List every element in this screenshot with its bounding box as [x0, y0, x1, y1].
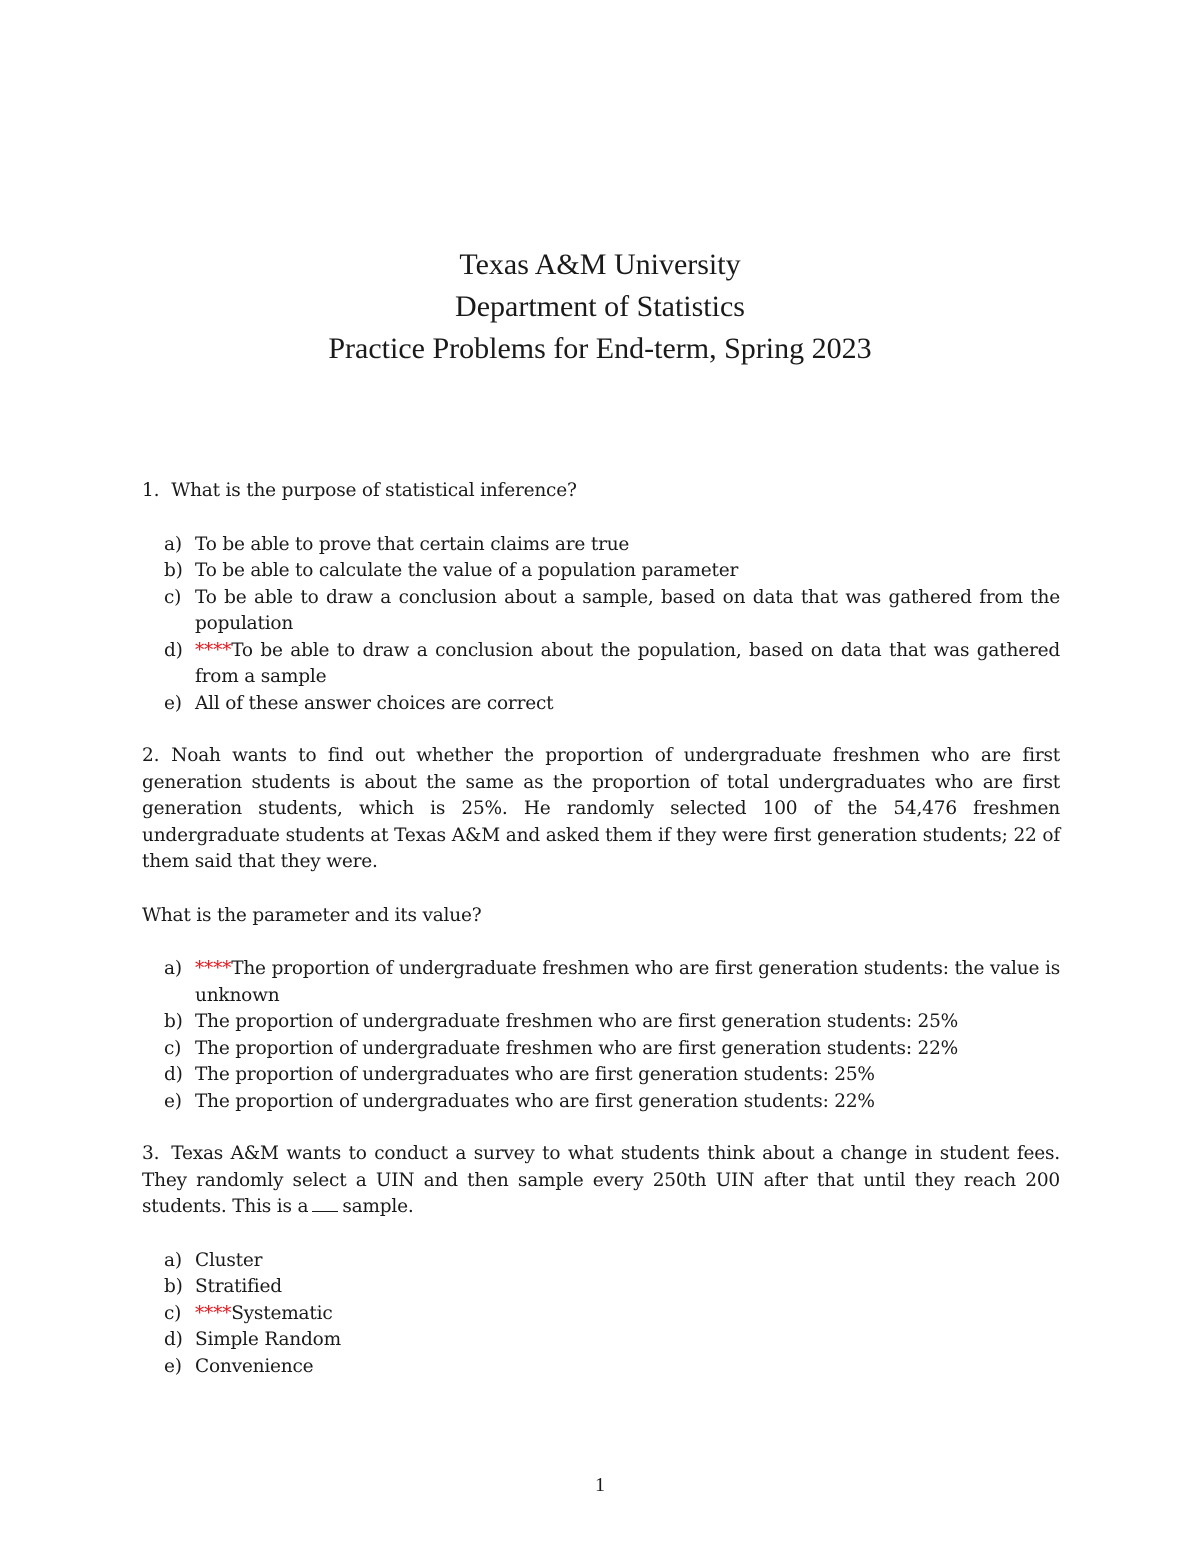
option-label: b) — [164, 1011, 183, 1032]
option-label: d) — [164, 1329, 183, 1350]
question-number: 3. — [142, 1143, 160, 1164]
option-text: To be able to prove that certain claims are true — [195, 533, 630, 555]
option-label: e) — [164, 1090, 182, 1112]
option-label: c) — [164, 1037, 182, 1059]
option-label: d) — [164, 639, 183, 661]
document-title: Practice Problems for End-term, Spring 2023 — [328, 332, 872, 365]
option-text: Cluster — [195, 1249, 263, 1271]
question-number: 1. — [142, 480, 160, 501]
question-prompt: What is the purpose of statistical inference? — [171, 480, 577, 501]
option-label: d) — [164, 1064, 183, 1085]
question-3 — [142, 1141, 1060, 1380]
option-label: b) — [164, 560, 183, 581]
answer-option — [142, 1327, 1060, 1354]
department-title: Department of Statistics — [455, 290, 745, 323]
answer-option — [142, 1354, 1060, 1381]
answer-option-correct — [142, 638, 1060, 691]
questions-body — [142, 478, 1060, 1380]
correct-answer-marker: **** — [195, 1302, 232, 1324]
option-text: Convenience — [195, 1355, 314, 1377]
question-2 — [142, 743, 1060, 1115]
option-text: Systematic — [231, 1302, 333, 1324]
correct-answer-marker: **** — [195, 958, 232, 979]
answer-option — [142, 691, 1060, 718]
option-text: The proportion of undergraduates who are first generation students: 25% — [195, 1064, 875, 1085]
option-text: To be able to draw a conclusion about the population, based on data that was gathered from a sample — [195, 639, 1060, 687]
question-prompt: Texas A&M wants to conduct a survey to what students think about a change in student fees. They randomly select a UIN and then sample every 250th UIN after that until they reach 200 students. This is a — [142, 1143, 1060, 1217]
correct-answer-marker: **** — [195, 639, 232, 661]
question-1 — [142, 478, 1060, 717]
option-text: To be able to calculate the value of a population parameter — [195, 560, 739, 581]
answer-option — [142, 558, 1060, 585]
question-number: 2. — [142, 745, 160, 766]
answer-option — [142, 1248, 1060, 1275]
answer-option — [142, 1274, 1060, 1301]
question-2-subquestion: What is the parameter and its value? — [142, 904, 482, 926]
page-number: 1 — [595, 1474, 605, 1496]
fill-in-blank — [312, 1207, 338, 1212]
option-label: b) — [164, 1276, 183, 1297]
answer-options — [142, 1248, 1060, 1381]
option-label: a) — [164, 958, 182, 979]
option-text: The proportion of undergraduates who are first generation students: 22% — [195, 1090, 875, 1112]
option-label: c) — [164, 586, 182, 608]
option-text: Simple Random — [195, 1329, 341, 1350]
option-text: The proportion of undergraduate freshmen who are first generation students: the value is unknown — [195, 958, 1060, 1006]
answer-option — [142, 1009, 1060, 1036]
question-1-text — [142, 478, 1060, 505]
option-text: All of these answer choices are correct — [195, 692, 554, 714]
option-text: The proportion of undergraduate freshmen who are first generation students: 25% — [195, 1011, 959, 1032]
answer-option — [142, 1089, 1060, 1116]
option-label: a) — [164, 1249, 182, 1271]
answer-options — [142, 532, 1060, 718]
answer-option-correct — [142, 956, 1060, 1009]
question-2-text — [142, 743, 1060, 876]
answer-option — [142, 1062, 1060, 1089]
question-3-text — [142, 1141, 1060, 1221]
answer-option-correct — [142, 1301, 1060, 1328]
option-label: e) — [164, 692, 182, 714]
option-text: To be able to draw a conclusion about a sample, based on data that was gathered from the population — [195, 586, 1060, 634]
answer-options — [142, 956, 1060, 1115]
question-prompt-end: sample. — [342, 1196, 414, 1217]
document-header — [0, 244, 1200, 370]
option-label: a) — [164, 533, 182, 555]
option-label: e) — [164, 1355, 182, 1377]
answer-option — [142, 585, 1060, 638]
answer-option — [142, 1036, 1060, 1063]
option-label: c) — [164, 1302, 182, 1324]
question-prompt: Noah wants to find out whether the proportion of undergraduate freshmen who are first generation students is about the same as the proportion of total undergraduates who are first generation students, which is 25%. He randomly selected 100 of the 54,476 freshmen undergraduate students at Texas A&M and asked them if they were first generation students; 22 of them said that they were. — [142, 745, 1060, 872]
option-text: Stratified — [195, 1276, 282, 1297]
option-text: The proportion of undergraduate freshmen who are first generation students: 22% — [195, 1037, 959, 1059]
university-title: Texas A&M University — [459, 248, 741, 281]
answer-option — [142, 532, 1060, 559]
